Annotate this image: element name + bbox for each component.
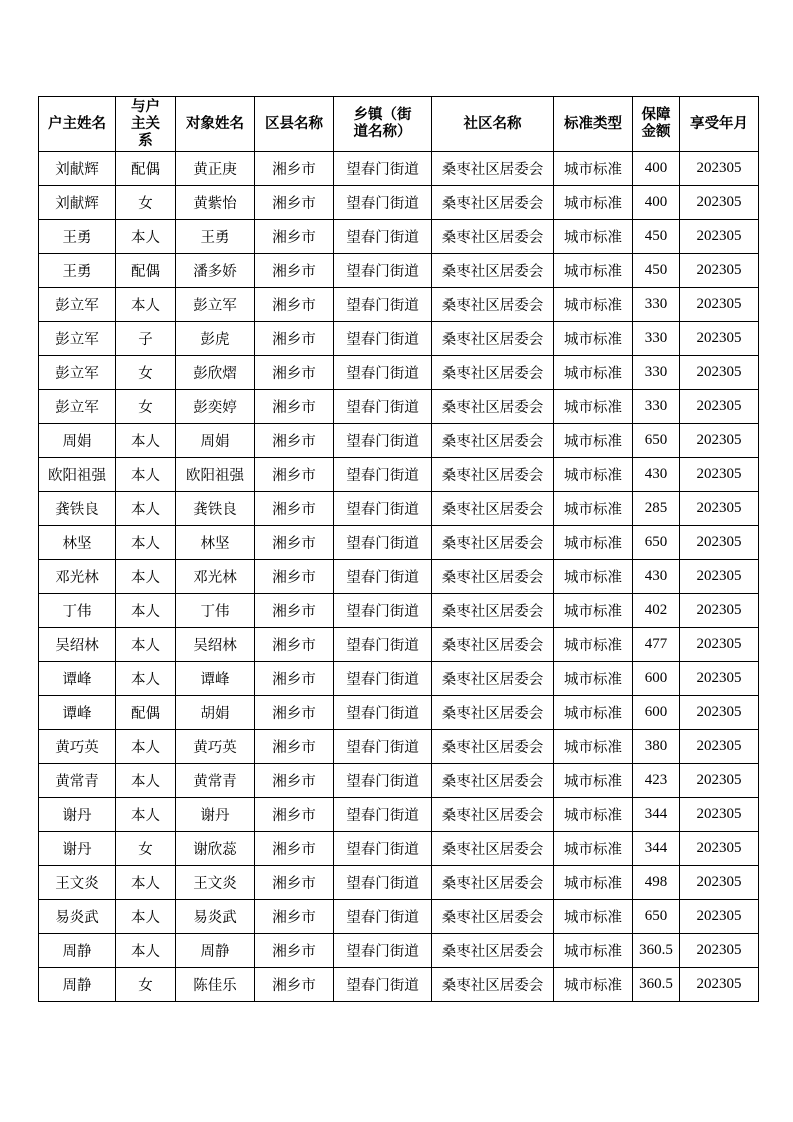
header-benefit-month: 享受年月 — [680, 97, 759, 152]
community-cell: 桑枣社区居委会 — [432, 526, 554, 560]
householder-name-cell: 黄巧英 — [39, 730, 116, 764]
standard-type-cell: 城市标准 — [554, 186, 633, 220]
community-cell: 桑枣社区居委会 — [432, 730, 554, 764]
county-cell: 湘乡市 — [255, 390, 334, 424]
community-cell: 桑枣社区居委会 — [432, 934, 554, 968]
table-row — [39, 390, 759, 424]
header-county-name: 区县名称 — [255, 97, 334, 152]
header-householder-name: 户主姓名 — [39, 97, 116, 152]
town-street-cell: 望春门街道 — [334, 628, 432, 662]
recipient-name-cell: 周娟 — [176, 424, 255, 458]
community-cell: 桑枣社区居委会 — [432, 900, 554, 934]
header-town-street-name: 乡镇（街道名称） — [334, 97, 432, 152]
county-cell: 湘乡市 — [255, 254, 334, 288]
recipient-name-cell: 黄常青 — [176, 764, 255, 798]
relation-cell: 本人 — [116, 220, 176, 254]
relation-cell: 女 — [116, 968, 176, 1002]
householder-name-cell: 龚铁良 — [39, 492, 116, 526]
benefit-amount-cell: 330 — [633, 356, 680, 390]
householder-name-cell: 吴绍林 — [39, 628, 116, 662]
town-street-cell: 望春门街道 — [334, 356, 432, 390]
town-street-cell: 望春门街道 — [334, 696, 432, 730]
benefit-month-cell: 202305 — [680, 968, 759, 1002]
householder-name-cell: 周静 — [39, 968, 116, 1002]
table-row — [39, 220, 759, 254]
community-cell: 桑枣社区居委会 — [432, 288, 554, 322]
relation-cell: 女 — [116, 832, 176, 866]
benefit-amount-cell: 400 — [633, 152, 680, 186]
standard-type-cell: 城市标准 — [554, 390, 633, 424]
header-relation-to-householder: 与户主关系 — [116, 97, 176, 152]
recipient-name-cell: 林坚 — [176, 526, 255, 560]
recipient-name-cell: 潘多娇 — [176, 254, 255, 288]
benefit-month-cell: 202305 — [680, 560, 759, 594]
householder-name-cell: 丁伟 — [39, 594, 116, 628]
householder-name-cell: 周娟 — [39, 424, 116, 458]
benefit-month-cell: 202305 — [680, 934, 759, 968]
householder-name-cell: 彭立军 — [39, 322, 116, 356]
benefit-month-cell: 202305 — [680, 220, 759, 254]
county-cell: 湘乡市 — [255, 696, 334, 730]
town-street-cell: 望春门街道 — [334, 560, 432, 594]
community-cell: 桑枣社区居委会 — [432, 560, 554, 594]
town-street-cell: 望春门街道 — [334, 764, 432, 798]
householder-name-cell: 易炎武 — [39, 900, 116, 934]
householder-name-cell: 林坚 — [39, 526, 116, 560]
householder-name-cell: 王勇 — [39, 220, 116, 254]
recipient-name-cell: 丁伟 — [176, 594, 255, 628]
standard-type-cell: 城市标准 — [554, 730, 633, 764]
benefit-amount-cell: 344 — [633, 798, 680, 832]
county-cell: 湘乡市 — [255, 934, 334, 968]
county-cell: 湘乡市 — [255, 526, 334, 560]
county-cell: 湘乡市 — [255, 764, 334, 798]
householder-name-cell: 谭峰 — [39, 696, 116, 730]
county-cell: 湘乡市 — [255, 798, 334, 832]
community-cell: 桑枣社区居委会 — [432, 968, 554, 1002]
recipient-name-cell: 陈佳乐 — [176, 968, 255, 1002]
benefit-month-cell: 202305 — [680, 594, 759, 628]
benefit-month-cell: 202305 — [680, 798, 759, 832]
relation-cell: 本人 — [116, 764, 176, 798]
standard-type-cell: 城市标准 — [554, 322, 633, 356]
householder-name-cell: 彭立军 — [39, 288, 116, 322]
relation-cell: 女 — [116, 390, 176, 424]
town-street-cell: 望春门街道 — [334, 458, 432, 492]
relation-cell: 本人 — [116, 934, 176, 968]
table-row — [39, 764, 759, 798]
header-benefit-amount: 保障金额 — [633, 97, 680, 152]
town-street-cell: 望春门街道 — [334, 322, 432, 356]
benefit-month-cell: 202305 — [680, 662, 759, 696]
relation-cell: 女 — [116, 356, 176, 390]
town-street-cell: 望春门街道 — [334, 492, 432, 526]
relation-cell: 本人 — [116, 594, 176, 628]
town-street-cell: 望春门街道 — [334, 832, 432, 866]
community-cell: 桑枣社区居委会 — [432, 254, 554, 288]
householder-name-cell: 欧阳祖强 — [39, 458, 116, 492]
community-cell: 桑枣社区居委会 — [432, 458, 554, 492]
benefit-month-cell: 202305 — [680, 458, 759, 492]
benefit-amount-cell: 330 — [633, 390, 680, 424]
benefit-amount-cell: 450 — [633, 220, 680, 254]
county-cell: 湘乡市 — [255, 560, 334, 594]
community-cell: 桑枣社区居委会 — [432, 492, 554, 526]
benefit-amount-cell: 330 — [633, 288, 680, 322]
benefit-month-cell: 202305 — [680, 390, 759, 424]
recipient-name-cell: 欧阳祖强 — [176, 458, 255, 492]
table-row — [39, 696, 759, 730]
benefit-amount-cell: 330 — [633, 322, 680, 356]
recipient-name-cell: 黄紫怡 — [176, 186, 255, 220]
community-cell: 桑枣社区居委会 — [432, 390, 554, 424]
standard-type-cell: 城市标准 — [554, 458, 633, 492]
table-row — [39, 560, 759, 594]
relation-cell: 本人 — [116, 730, 176, 764]
header-recipient-name: 对象姓名 — [176, 97, 255, 152]
county-cell: 湘乡市 — [255, 424, 334, 458]
table-row — [39, 934, 759, 968]
table-row — [39, 152, 759, 186]
standard-type-cell: 城市标准 — [554, 220, 633, 254]
community-cell: 桑枣社区居委会 — [432, 798, 554, 832]
table-row — [39, 322, 759, 356]
benefit-month-cell: 202305 — [680, 730, 759, 764]
recipient-name-cell: 彭欣熠 — [176, 356, 255, 390]
benefit-month-cell: 202305 — [680, 628, 759, 662]
benefit-amount-cell: 498 — [633, 866, 680, 900]
community-cell: 桑枣社区居委会 — [432, 764, 554, 798]
householder-name-cell: 黄常青 — [39, 764, 116, 798]
recipient-name-cell: 邓光林 — [176, 560, 255, 594]
assistance-roster-table — [38, 96, 759, 1002]
householder-name-cell: 谢丹 — [39, 832, 116, 866]
benefit-month-cell: 202305 — [680, 526, 759, 560]
householder-name-cell: 刘献辉 — [39, 186, 116, 220]
standard-type-cell: 城市标准 — [554, 288, 633, 322]
benefit-month-cell: 202305 — [680, 152, 759, 186]
community-cell: 桑枣社区居委会 — [432, 662, 554, 696]
community-cell: 桑枣社区居委会 — [432, 696, 554, 730]
table-row — [39, 424, 759, 458]
recipient-name-cell: 胡娟 — [176, 696, 255, 730]
benefit-amount-cell: 450 — [633, 254, 680, 288]
benefit-month-cell: 202305 — [680, 322, 759, 356]
standard-type-cell: 城市标准 — [554, 900, 633, 934]
county-cell: 湘乡市 — [255, 458, 334, 492]
benefit-amount-cell: 285 — [633, 492, 680, 526]
table-row — [39, 526, 759, 560]
table-row — [39, 832, 759, 866]
standard-type-cell: 城市标准 — [554, 560, 633, 594]
county-cell: 湘乡市 — [255, 288, 334, 322]
benefit-month-cell: 202305 — [680, 900, 759, 934]
benefit-amount-cell: 360.5 — [633, 968, 680, 1002]
relation-cell: 子 — [116, 322, 176, 356]
relation-cell: 本人 — [116, 288, 176, 322]
benefit-month-cell: 202305 — [680, 356, 759, 390]
benefit-month-cell: 202305 — [680, 866, 759, 900]
table-row — [39, 866, 759, 900]
community-cell: 桑枣社区居委会 — [432, 832, 554, 866]
recipient-name-cell: 彭立军 — [176, 288, 255, 322]
table-row — [39, 662, 759, 696]
benefit-month-cell: 202305 — [680, 832, 759, 866]
recipient-name-cell: 谢欣蕊 — [176, 832, 255, 866]
householder-name-cell: 彭立军 — [39, 390, 116, 424]
recipient-name-cell: 谢丹 — [176, 798, 255, 832]
county-cell: 湘乡市 — [255, 662, 334, 696]
table-row — [39, 594, 759, 628]
town-street-cell: 望春门街道 — [334, 254, 432, 288]
benefit-amount-cell: 650 — [633, 900, 680, 934]
county-cell: 湘乡市 — [255, 730, 334, 764]
table-row — [39, 186, 759, 220]
relation-cell: 本人 — [116, 458, 176, 492]
town-street-cell: 望春门街道 — [334, 968, 432, 1002]
benefit-amount-cell: 477 — [633, 628, 680, 662]
recipient-name-cell: 黄正庚 — [176, 152, 255, 186]
recipient-name-cell: 易炎武 — [176, 900, 255, 934]
relation-cell: 本人 — [116, 492, 176, 526]
standard-type-cell: 城市标准 — [554, 492, 633, 526]
benefit-amount-cell: 423 — [633, 764, 680, 798]
recipient-name-cell: 吴绍林 — [176, 628, 255, 662]
town-street-cell: 望春门街道 — [334, 424, 432, 458]
householder-name-cell: 谢丹 — [39, 798, 116, 832]
relation-cell: 配偶 — [116, 152, 176, 186]
standard-type-cell: 城市标准 — [554, 934, 633, 968]
standard-type-cell: 城市标准 — [554, 152, 633, 186]
community-cell: 桑枣社区居委会 — [432, 322, 554, 356]
county-cell: 湘乡市 — [255, 492, 334, 526]
benefit-amount-cell: 402 — [633, 594, 680, 628]
relation-cell: 本人 — [116, 798, 176, 832]
recipient-name-cell: 彭虎 — [176, 322, 255, 356]
table-row — [39, 356, 759, 390]
recipient-name-cell: 黄巧英 — [176, 730, 255, 764]
county-cell: 湘乡市 — [255, 594, 334, 628]
table-row — [39, 730, 759, 764]
town-street-cell: 望春门街道 — [334, 390, 432, 424]
county-cell: 湘乡市 — [255, 628, 334, 662]
relation-cell: 本人 — [116, 424, 176, 458]
householder-name-cell: 周静 — [39, 934, 116, 968]
standard-type-cell: 城市标准 — [554, 866, 633, 900]
table-row — [39, 968, 759, 1002]
standard-type-cell: 城市标准 — [554, 968, 633, 1002]
community-cell: 桑枣社区居委会 — [432, 220, 554, 254]
benefit-amount-cell: 344 — [633, 832, 680, 866]
householder-name-cell: 彭立军 — [39, 356, 116, 390]
town-street-cell: 望春门街道 — [334, 662, 432, 696]
county-cell: 湘乡市 — [255, 968, 334, 1002]
standard-type-cell: 城市标准 — [554, 798, 633, 832]
benefit-amount-cell: 650 — [633, 424, 680, 458]
householder-name-cell: 谭峰 — [39, 662, 116, 696]
standard-type-cell: 城市标准 — [554, 832, 633, 866]
town-street-cell: 望春门街道 — [334, 526, 432, 560]
recipient-name-cell: 王文炎 — [176, 866, 255, 900]
community-cell: 桑枣社区居委会 — [432, 424, 554, 458]
relation-cell: 本人 — [116, 900, 176, 934]
table-row — [39, 492, 759, 526]
benefit-amount-cell: 360.5 — [633, 934, 680, 968]
community-cell: 桑枣社区居委会 — [432, 594, 554, 628]
relation-cell: 本人 — [116, 526, 176, 560]
table-row — [39, 254, 759, 288]
table-row — [39, 798, 759, 832]
benefit-amount-cell: 400 — [633, 186, 680, 220]
benefit-amount-cell: 650 — [633, 526, 680, 560]
benefit-month-cell: 202305 — [680, 288, 759, 322]
town-street-cell: 望春门街道 — [334, 798, 432, 832]
header-community-name: 社区名称 — [432, 97, 554, 152]
benefit-amount-cell: 600 — [633, 662, 680, 696]
benefit-amount-cell: 600 — [633, 696, 680, 730]
householder-name-cell: 刘献辉 — [39, 152, 116, 186]
county-cell: 湘乡市 — [255, 866, 334, 900]
benefit-month-cell: 202305 — [680, 186, 759, 220]
header-standard-type: 标准类型 — [554, 97, 633, 152]
town-street-cell: 望春门街道 — [334, 730, 432, 764]
standard-type-cell: 城市标准 — [554, 594, 633, 628]
benefit-amount-cell: 430 — [633, 458, 680, 492]
recipient-name-cell: 王勇 — [176, 220, 255, 254]
county-cell: 湘乡市 — [255, 356, 334, 390]
standard-type-cell: 城市标准 — [554, 662, 633, 696]
county-cell: 湘乡市 — [255, 322, 334, 356]
community-cell: 桑枣社区居委会 — [432, 628, 554, 662]
town-street-cell: 望春门街道 — [334, 288, 432, 322]
county-cell: 湘乡市 — [255, 186, 334, 220]
recipient-name-cell: 周静 — [176, 934, 255, 968]
table-row — [39, 458, 759, 492]
table-body — [39, 152, 759, 1002]
standard-type-cell: 城市标准 — [554, 356, 633, 390]
relation-cell: 本人 — [116, 560, 176, 594]
benefit-month-cell: 202305 — [680, 764, 759, 798]
relation-cell: 本人 — [116, 866, 176, 900]
town-street-cell: 望春门街道 — [334, 186, 432, 220]
benefit-month-cell: 202305 — [680, 254, 759, 288]
community-cell: 桑枣社区居委会 — [432, 152, 554, 186]
county-cell: 湘乡市 — [255, 152, 334, 186]
community-cell: 桑枣社区居委会 — [432, 356, 554, 390]
county-cell: 湘乡市 — [255, 220, 334, 254]
standard-type-cell: 城市标准 — [554, 628, 633, 662]
relation-cell: 配偶 — [116, 254, 176, 288]
table-header-row — [39, 97, 759, 152]
standard-type-cell: 城市标准 — [554, 424, 633, 458]
benefit-amount-cell: 430 — [633, 560, 680, 594]
town-street-cell: 望春门街道 — [334, 152, 432, 186]
relation-cell: 本人 — [116, 628, 176, 662]
recipient-name-cell: 彭奕婷 — [176, 390, 255, 424]
town-street-cell: 望春门街道 — [334, 220, 432, 254]
recipient-name-cell: 谭峰 — [176, 662, 255, 696]
relation-cell: 女 — [116, 186, 176, 220]
relation-cell: 本人 — [116, 662, 176, 696]
recipient-name-cell: 龚铁良 — [176, 492, 255, 526]
town-street-cell: 望春门街道 — [334, 866, 432, 900]
benefit-month-cell: 202305 — [680, 424, 759, 458]
table-row — [39, 900, 759, 934]
table-row — [39, 628, 759, 662]
standard-type-cell: 城市标准 — [554, 254, 633, 288]
benefit-month-cell: 202305 — [680, 696, 759, 730]
town-street-cell: 望春门街道 — [334, 934, 432, 968]
county-cell: 湘乡市 — [255, 832, 334, 866]
benefit-amount-cell: 380 — [633, 730, 680, 764]
table-row — [39, 288, 759, 322]
community-cell: 桑枣社区居委会 — [432, 186, 554, 220]
community-cell: 桑枣社区居委会 — [432, 866, 554, 900]
relation-cell: 配偶 — [116, 696, 176, 730]
standard-type-cell: 城市标准 — [554, 696, 633, 730]
benefit-month-cell: 202305 — [680, 492, 759, 526]
householder-name-cell: 邓光林 — [39, 560, 116, 594]
county-cell: 湘乡市 — [255, 900, 334, 934]
householder-name-cell: 王文炎 — [39, 866, 116, 900]
standard-type-cell: 城市标准 — [554, 526, 633, 560]
standard-type-cell: 城市标准 — [554, 764, 633, 798]
town-street-cell: 望春门街道 — [334, 900, 432, 934]
town-street-cell: 望春门街道 — [334, 594, 432, 628]
householder-name-cell: 王勇 — [39, 254, 116, 288]
